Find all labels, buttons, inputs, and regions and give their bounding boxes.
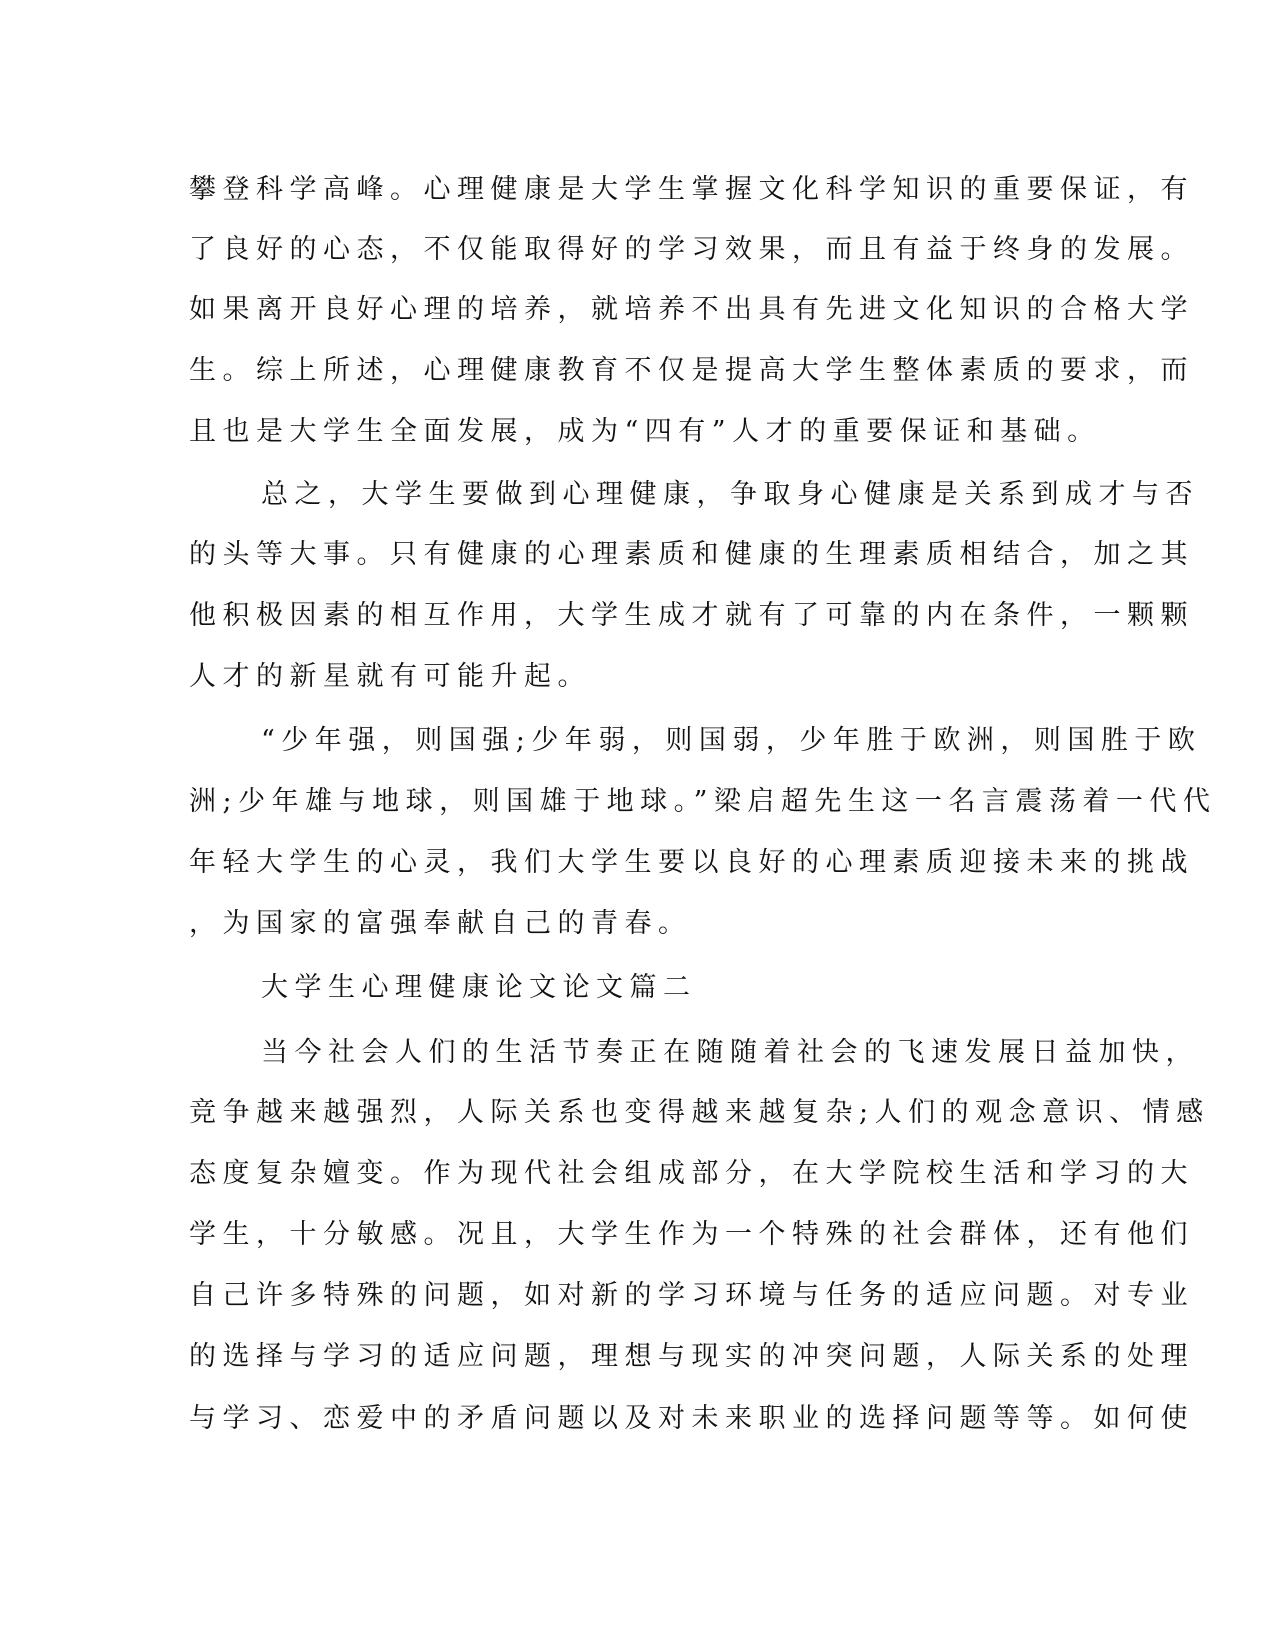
section-title: 大学生心理健康论文论文篇二 xyxy=(261,972,697,1003)
body-text-line: 竞争越来越强烈，人际关系也变得越来越复杂;人们的观念意识、情感 xyxy=(189,1097,1210,1128)
body-text-line: 攀登科学高峰。心理健康是大学生掌握文化科学知识的重要保证，有 xyxy=(189,174,1194,205)
body-text-line: 的选择与学习的适应问题，理想与现实的冲突问题，人际关系的处理 xyxy=(189,1341,1194,1372)
body-text-line: 年轻大学生的心灵，我们大学生要以良好的心理素质迎接未来的挑战 xyxy=(189,847,1194,878)
quote-first-line: “少年强，则国强;少年弱，则国弱，少年胜于欧洲，则国胜于欧 xyxy=(261,725,1202,756)
body-text-line: 与学习、恋爱中的矛盾问题以及对未来职业的选择问题等等。如何使 xyxy=(189,1403,1194,1434)
body-text-line: 自己许多特殊的问题，如对新的学习环境与任务的适应问题。对专业 xyxy=(189,1280,1194,1311)
paragraph-first-line: 当今社会人们的生活节奏正在随随着社会的飞速发展日益加快， xyxy=(261,1037,1199,1068)
body-text-line: ，为国家的富强奉献自己的青春。 xyxy=(189,908,692,939)
paragraph-first-line: 总之，大学生要做到心理健康，争取身心健康是关系到成才与否 xyxy=(261,479,1199,510)
body-text-line: 生。综上所述，心理健康教育不仅是提高大学生整体素质的要求，而 xyxy=(189,355,1194,386)
body-text-line: 如果离开良好心理的培养，就培养不出具有先进文化知识的合格大学 xyxy=(189,294,1194,325)
body-text-line: 且也是大学生全面发展，成为“四有”人才的重要保证和基础。 xyxy=(189,416,1101,447)
body-text-line: 洲;少年雄与地球，则国雄于地球。”梁启超先生这一名言震荡着一代代 xyxy=(189,786,1217,817)
body-text-line: 学生，十分敏感。况且，大学生作为一个特殊的社会群体，还有他们 xyxy=(189,1219,1194,1250)
body-text-line: 态度复杂嬗变。作为现代社会组成部分，在大学院校生活和学习的大 xyxy=(189,1158,1194,1189)
body-text-line: 人才的新星就有可能升起。 xyxy=(189,661,591,692)
body-text-line: 了良好的心态，不仅能取得好的学习效果，而且有益于终身的发展。 xyxy=(189,234,1194,265)
body-text-line: 他积极因素的相互作用，大学生成才就有了可靠的内在条件，一颗颗 xyxy=(189,600,1194,631)
body-text-line: 的头等大事。只有健康的心理素质和健康的生理素质相结合，加之其 xyxy=(189,539,1194,570)
